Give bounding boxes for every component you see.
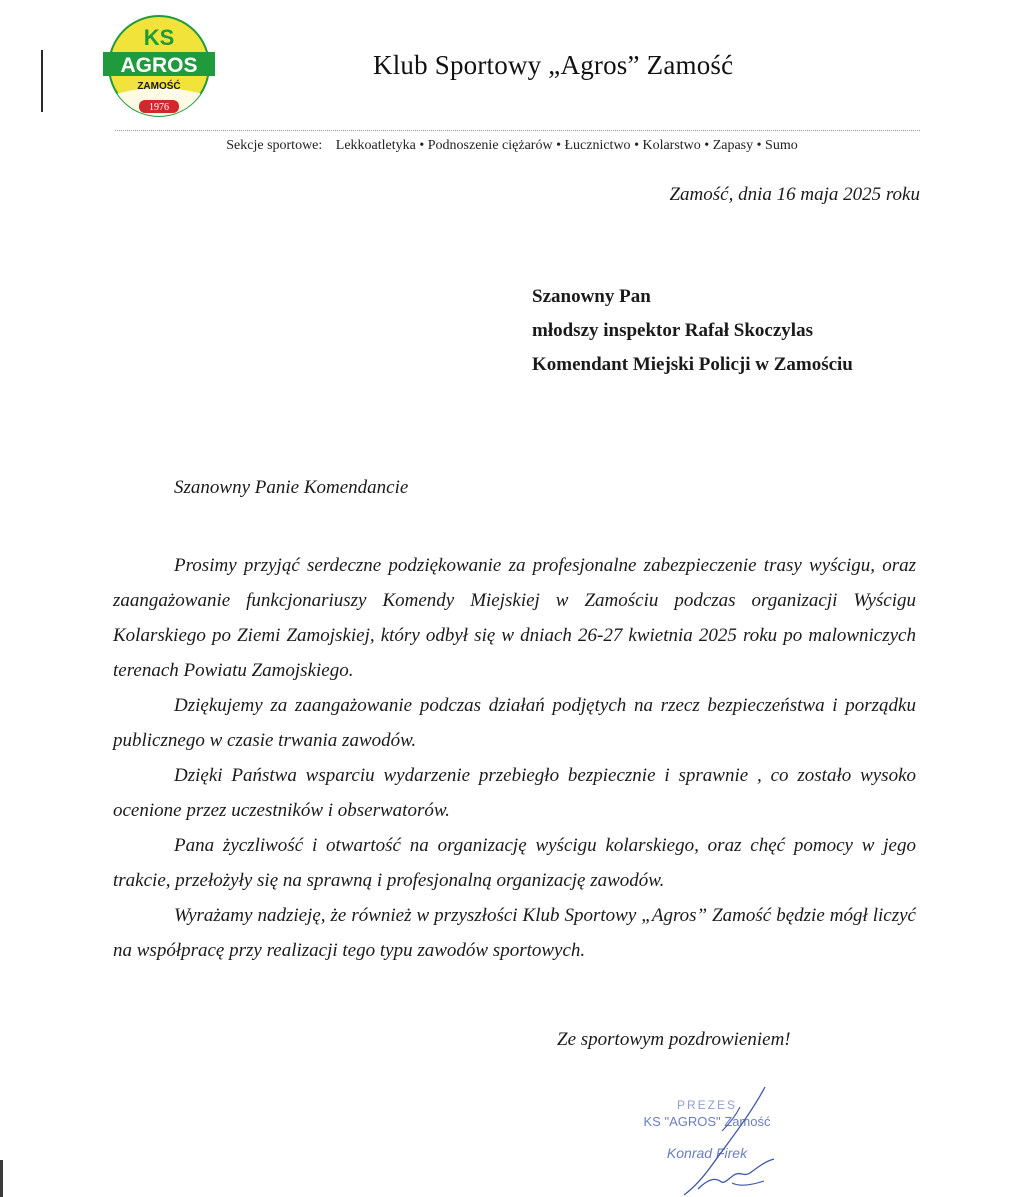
addressee-line-1: Szanowny Pan [532,286,651,307]
section-item: Kolarstwo [642,138,701,153]
section-item: Podnoszenie ciężarów [427,138,553,153]
section-item: Łucznictwo [564,138,631,153]
bullet-separator: • [556,138,561,153]
bullet-separator: • [756,138,762,153]
section-item: Lekkoatletyka [335,138,416,153]
stamp-organization: KS "AGROS" Zamość [643,1114,771,1129]
closing-phrase: Ze sportowym pozdrowieniem! [557,1029,791,1050]
logo-city-text: ZAMOŚĆ [137,81,181,92]
letter-body [113,548,916,968]
sections-label: Sekcje sportowe: [226,138,323,153]
body-paragraph: Pana życzliwość i otwartość na organizację wyścigu kolarskiego, oraz chęć pomocy w jego trakcie, przełożyły się na sprawną i profesjonalną organizację zawodów. [113,835,916,891]
scan-edge-mark-bottom [0,1160,3,1197]
body-paragraph: Dziękujemy za zaangażowanie podczas działań podjętych na rzecz bezpieczeństwa i porządku publicznego w czasie trwania zawodów. [113,695,916,751]
letter-date: Zamość, dnia 16 maja 2025 roku [669,184,920,205]
bullet-separator: • [419,138,425,153]
sports-sections-line [0,138,1024,154]
logo-agros-text: AGROS [120,54,198,77]
club-logo [103,14,215,118]
addressee-block [532,280,853,382]
salutation: Szanowny Panie Komendancie [174,477,409,498]
addressee-line-3: Komendant Miejski Policji w Zamościu [532,354,853,375]
bullet-separator: • [634,138,639,153]
body-paragraph: Prosimy przyjąć serdeczne podziękowanie za profesjonalne zabezpieczenie trasy wyścigu, oraz zaangażowanie funkcjonariuszy Komendy Miejskiej w Zamościu podczas organizacji Wyścigu Kolarskiego po Ziemi Zamojskiej, który odbył się w dniach 26-27 kwietnia 2025 roku po malowniczych terenach Powiatu Zamojskiego. [113,555,916,681]
section-item: Sumo [765,138,798,153]
section-item: Zapasy [712,138,754,153]
logo-ks-text: KS [143,25,175,50]
handwritten-signature [640,1085,790,1197]
letterhead-divider [115,130,920,131]
stamp-person: Konrad Firek [666,1145,748,1161]
logo-year-text: 1976 [149,102,169,113]
stamp-title: PREZES [676,1098,737,1112]
bullet-separator: • [704,138,710,153]
body-paragraph: Dzięki Państwa wsparciu wydarzenie przebiegło bezpiecznie i sprawnie , co zostało wysoko ocenione przez uczestników i obserwatorów. [113,765,916,821]
scan-edge-mark [41,50,43,112]
body-paragraph: Wyrażamy nadzieję, że również w przyszłości Klub Sportowy „Agros” Zamość będzie mógł liczyć na współpracę przy realizacji tego typu zawodów sportowych. [113,905,916,961]
club-name-heading: Klub Sportowy „Agros” Zamość [373,50,734,80]
addressee-line-2: młodszy inspektor Rafał Skoczylas [532,320,813,341]
